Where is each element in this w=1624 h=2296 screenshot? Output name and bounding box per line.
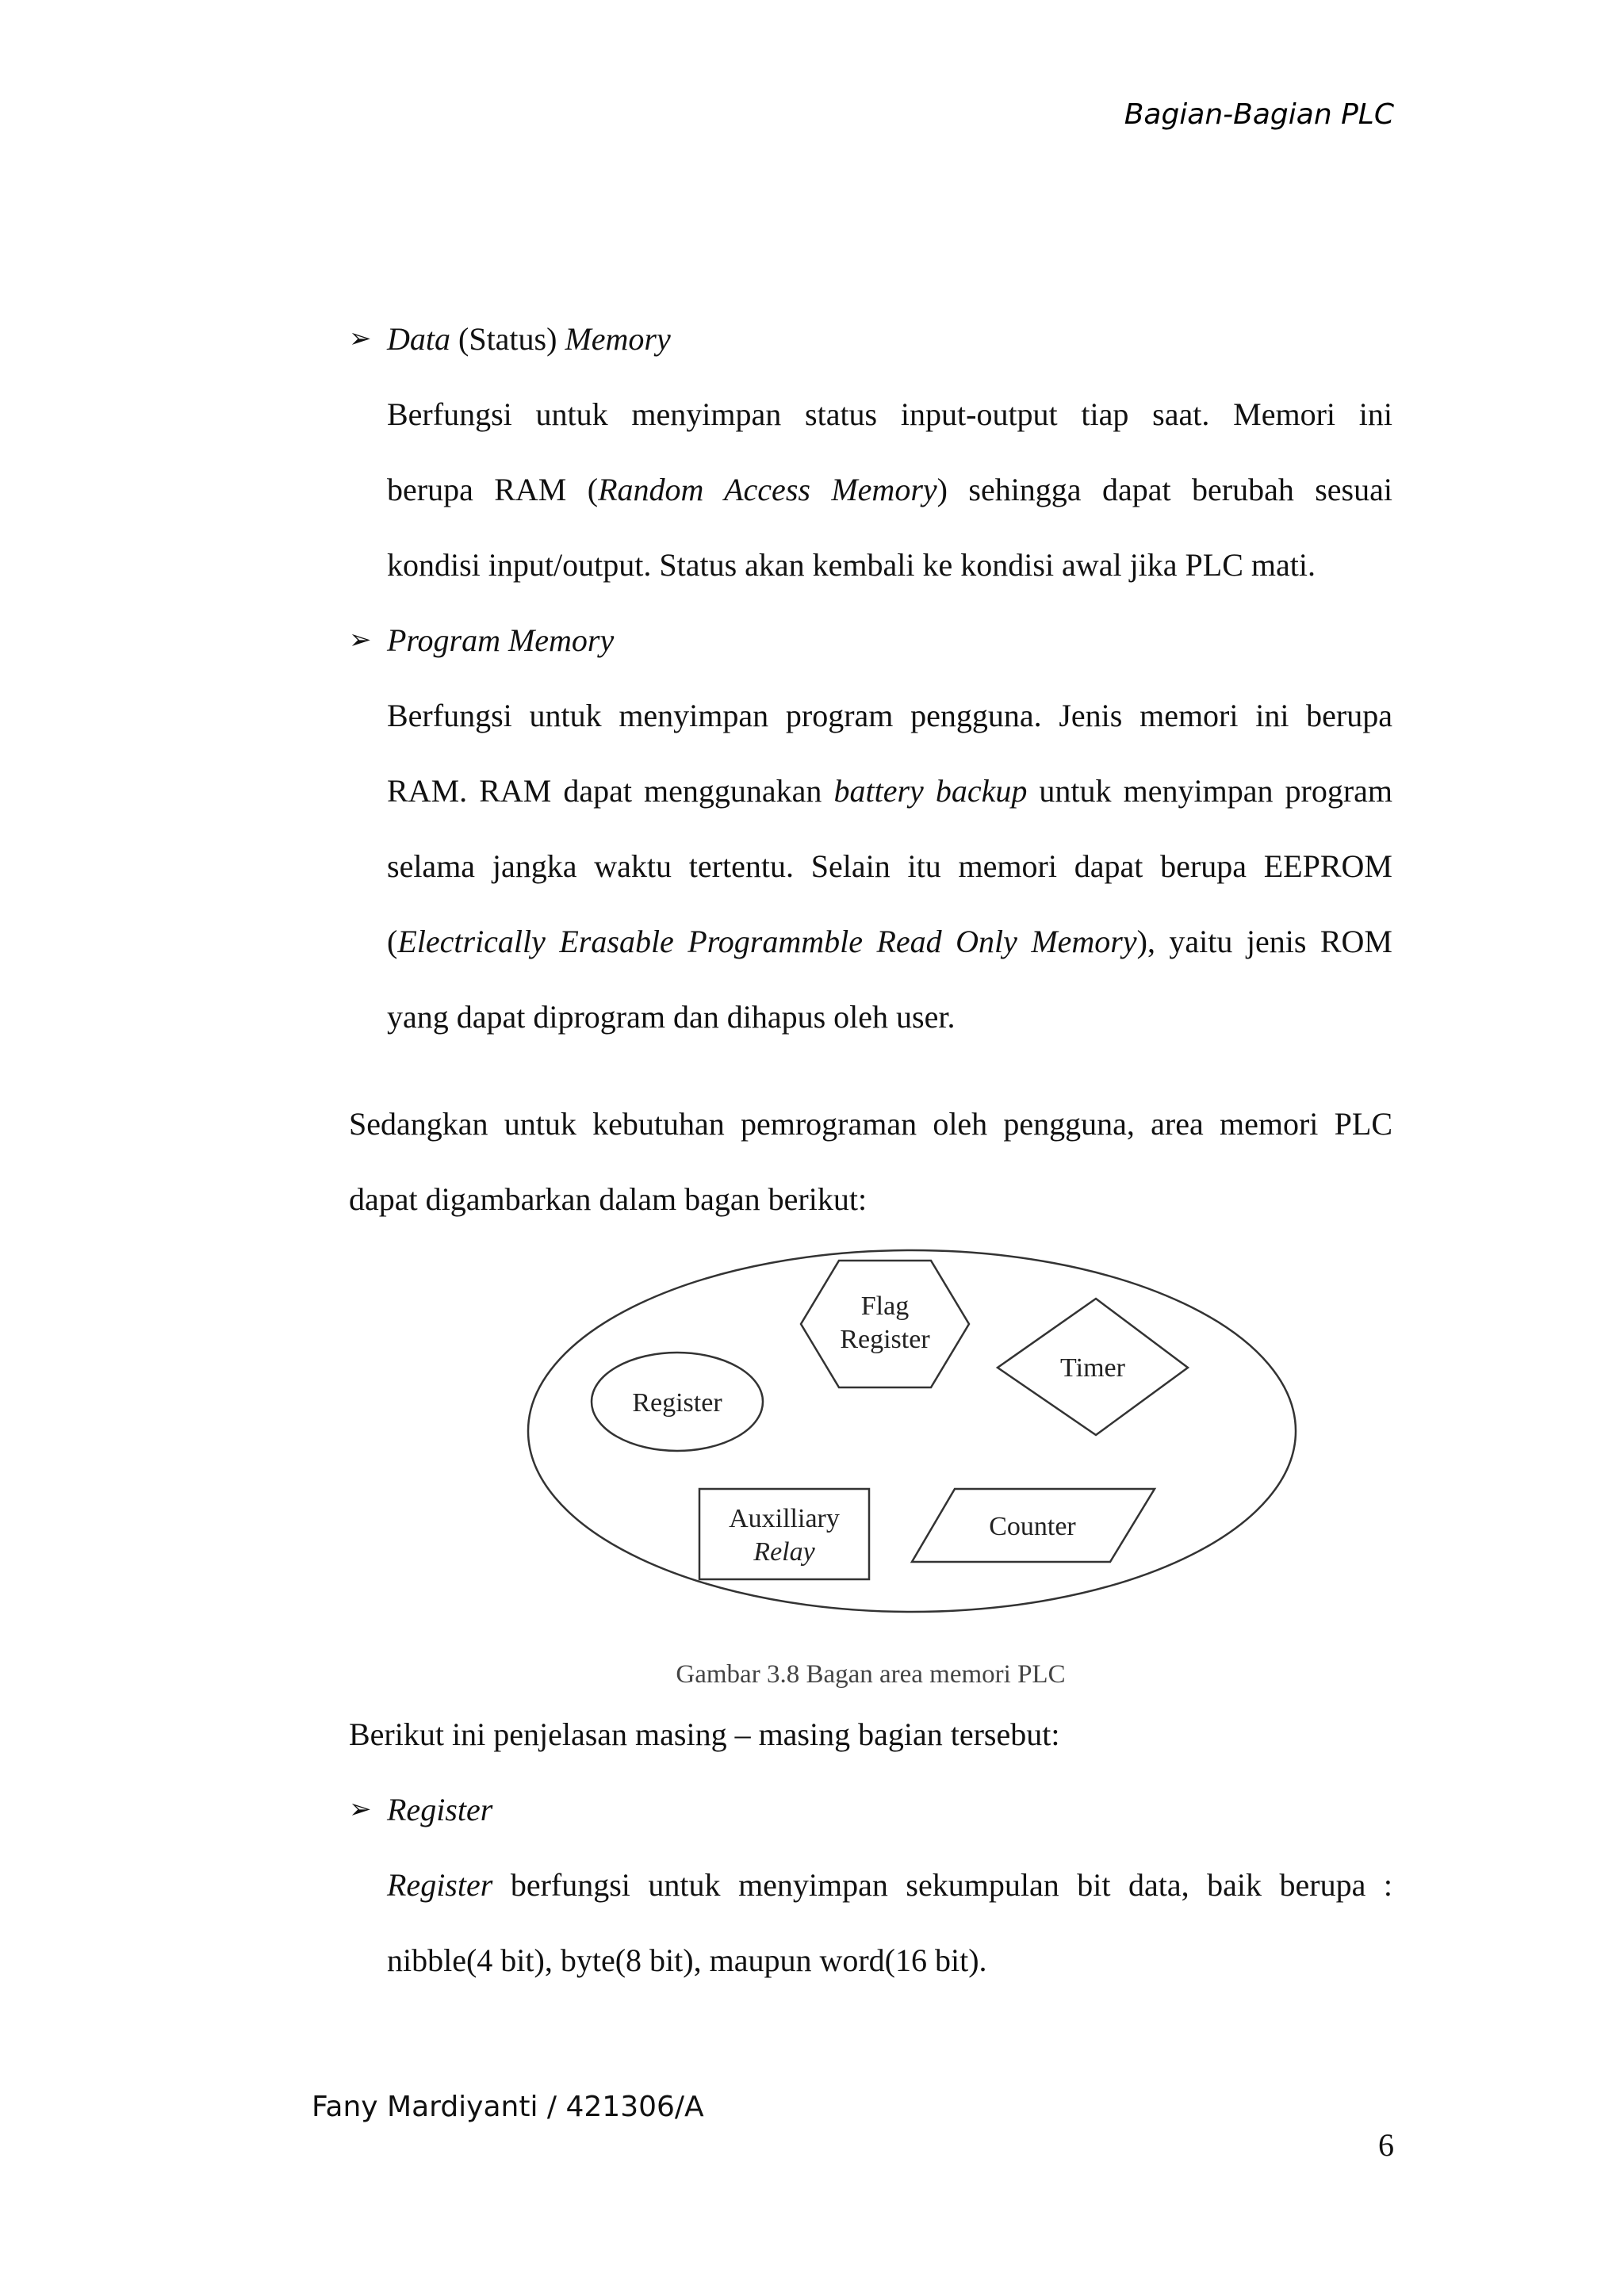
heading-register: Register (387, 1792, 493, 1827)
bullet-heading-register (349, 1772, 1392, 1847)
outer-ellipse (528, 1250, 1296, 1612)
text-line: berupa RAM (Random Access Memory) sehingga dapat berubah sesuai (387, 472, 1392, 507)
bullet-heading-program-memory (349, 603, 1392, 678)
flag-label-1: Flag (860, 1292, 910, 1321)
text-line: Berfungsi untuk menyimpan status input-output tiap saat. Memori ini (387, 396, 1392, 432)
text-line: selama jangka waktu tertentu. Selain itu memori dapat berupa EEPROM (387, 848, 1392, 884)
page-content (349, 301, 1392, 1998)
arrowhead-bullet-icon: ➢ (349, 624, 372, 656)
text-line: yang dapat diprogram dan dihapus oleh user. (387, 999, 956, 1035)
text-line: (Electrically Erasable Programmble Read Only Memory), yaitu jenis ROM (387, 924, 1392, 959)
heading-plain-status: (Status) (450, 321, 565, 357)
arrowhead-bullet-icon: ➢ (349, 323, 372, 354)
bullet-heading-data-memory (349, 301, 1392, 377)
text-line: dapat digambarkan dalam bagan berikut: (349, 1181, 868, 1217)
footer-author: Fany Mardiyanti / 421306/A (312, 2091, 704, 2123)
heading-italic-data: Data (387, 321, 450, 357)
aux-label-2: Relay (753, 1537, 815, 1567)
timer-label: Timer (1060, 1353, 1125, 1383)
memory-area-diagram (349, 1237, 1392, 1689)
paragraph-data-memory (387, 377, 1392, 603)
text-line: Register berfungsi untuk menyimpan sekumpulan bit data, baik berupa : (387, 1867, 1392, 1903)
page-number: 6 (1378, 2127, 1394, 2163)
flag-register-hexagon (801, 1261, 969, 1387)
text-line: RAM. RAM dapat menggunakan battery backup untuk menyimpan program (387, 773, 1393, 809)
text-line: kondisi input/output. Status akan kembali ke kondisi awal jika PLC mati. (387, 547, 1316, 583)
text-line: nibble(4 bit), byte(8 bit), maupun word(16 bit). (387, 1942, 987, 1978)
text-line: Sedangkan untuk kebutuhan pemrograman oleh pengguna, area memori PLC (349, 1106, 1392, 1142)
register-label: Register (632, 1388, 722, 1418)
arrowhead-bullet-icon: ➢ (349, 1793, 372, 1825)
text-line: Berfungsi untuk menyimpan program pengguna. Jenis memori ini berupa (387, 698, 1392, 733)
running-header: Bagian-Bagian PLC (1124, 98, 1394, 131)
aux-label-1: Auxilliary (729, 1504, 840, 1533)
heading-program-memory: Program Memory (387, 622, 615, 658)
flag-label-2: Register (840, 1325, 930, 1354)
paragraph-program-memory (387, 678, 1392, 1054)
paragraph-register (387, 1847, 1392, 1998)
figure-caption: Gambar 3.8 Bagan area memori PLC (676, 1660, 1066, 1689)
paragraph-intro (349, 1086, 1392, 1237)
heading-italic-memory: Memory (565, 321, 671, 357)
counter-label: Counter (989, 1512, 1076, 1541)
paragraph-explain-intro: Berikut ini penjelasan masing – masing bagian tersebut: (349, 1716, 1060, 1752)
